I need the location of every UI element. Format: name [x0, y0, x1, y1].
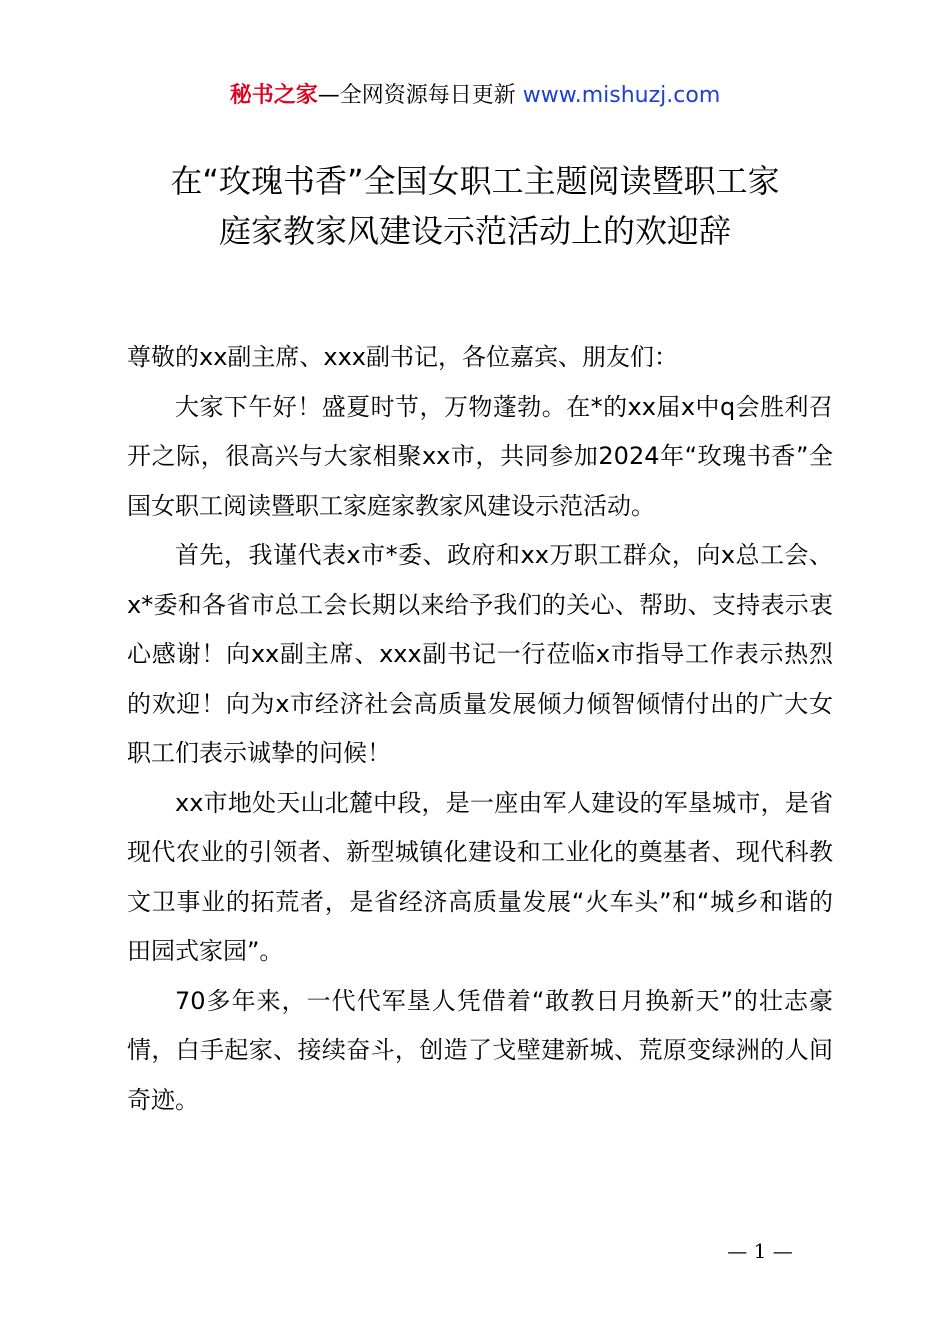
site-tagline: —全网资源每日更新	[317, 83, 523, 108]
title-line-2: 庭家教家风建设示范活动上的欢迎辞	[218, 212, 731, 250]
title-line-1: 在“玫瑰书香”全国女职工主题阅读暨职工家	[170, 162, 780, 200]
paragraph-greeting: 大家下午好！盛夏时节，万物蓬勃。在*的xx届x中q会胜利召开之际，很高兴与大家相聚xx市，共同参加2024年“玫瑰书香”全国女职工阅读暨职工家庭家教家风建设示范活动。	[127, 392, 833, 520]
paragraph-city-intro: xx市地处天山北麓中段，是一座由军人建设的军垦城市，是省现代农业的引领者、新型城镇化建设和工业化的奠基者、现代科教文卫事业的拓荒者，是省经济高质量发展“火车头”和“城乡和谐的田园式家园”。	[127, 788, 833, 965]
site-brand: 秘书之家	[229, 83, 318, 108]
page-number: — 1 —	[727, 1239, 793, 1263]
document-title	[120, 156, 830, 256]
salutation: 尊敬的xx副主席、xxx副书记，各位嘉宾、朋友们：	[127, 343, 679, 371]
site-header	[0, 80, 950, 112]
paragraph-thanks: 首先，我谨代表x市*委、政府和xx万职工群众，向x总工会、x*委和各省市总工会长期以来给予我们的关心、帮助、支持表示衷心感谢！向xx副主席、xxx副书记一行莅临x市指导工作表示热烈的欢迎！向为x市经济社会高质量发展倾力倾智倾情付出的广大女职工们表示诚挚的问候！	[127, 541, 833, 767]
paragraph-history: 70多年来，一代代军垦人凭借着“敢教日月换新天”的壮志豪情，白手起家、接续奋斗，创造了戈壁建新城、荒原变绿洲的人间奇迹。	[127, 986, 833, 1114]
document-body	[127, 333, 833, 1125]
site-url-link[interactable]: www.mishuzj.com	[522, 83, 721, 108]
